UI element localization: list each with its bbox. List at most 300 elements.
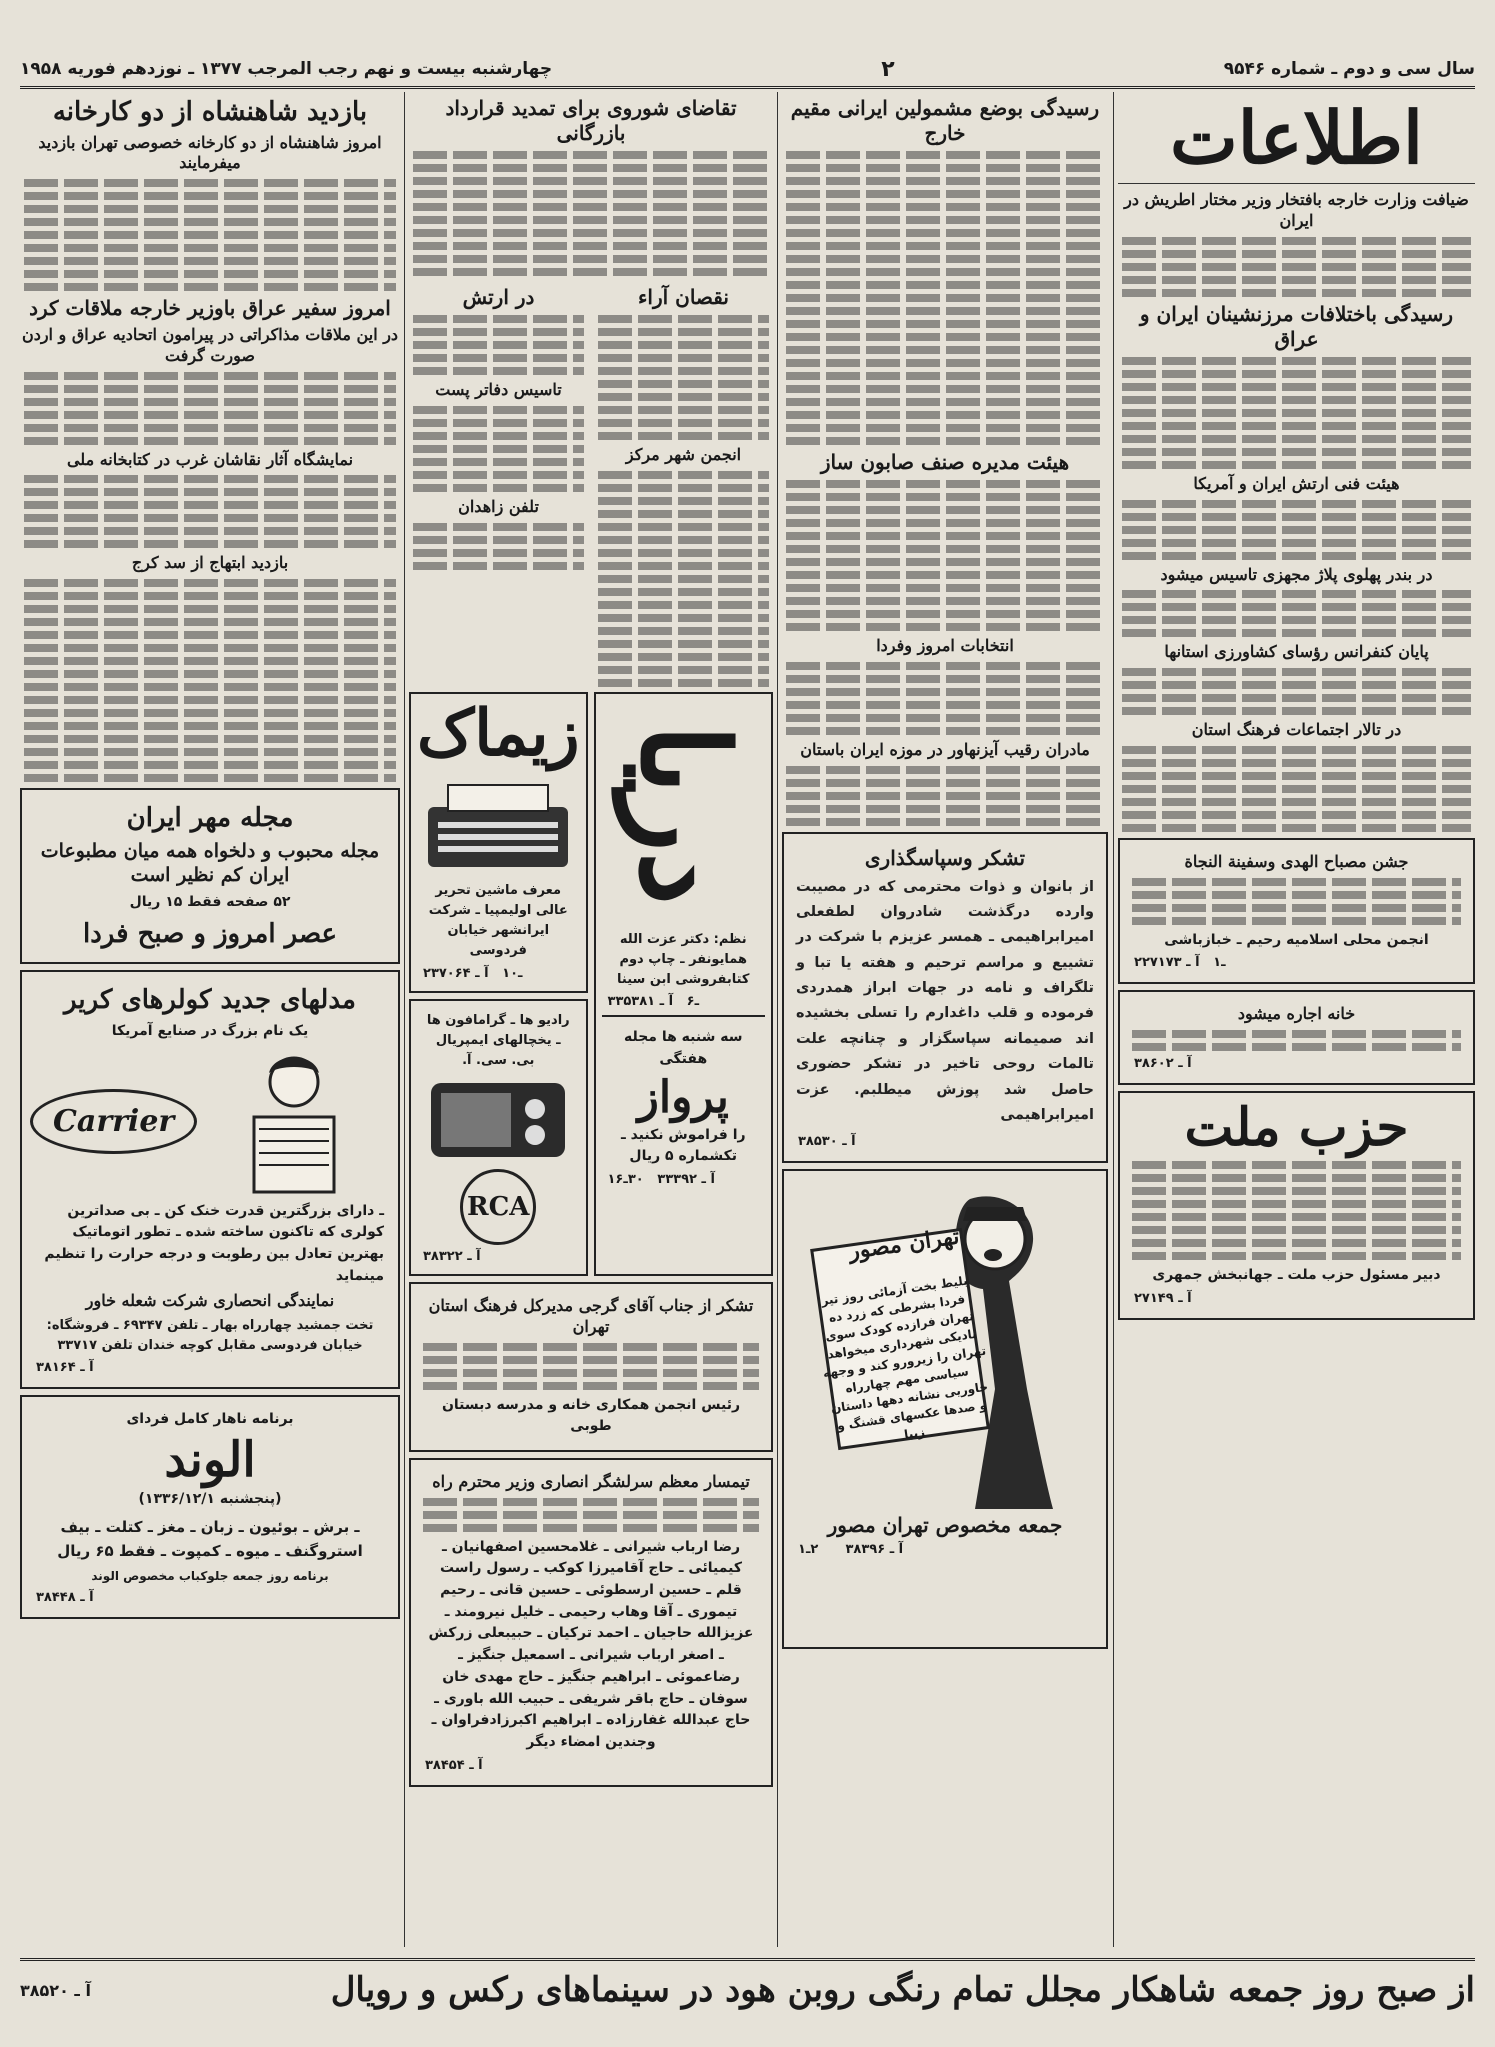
- text-line: [1122, 707, 1471, 715]
- rca-ad: [409, 999, 588, 1276]
- text-line: [1122, 668, 1471, 676]
- text-line: [24, 205, 396, 213]
- issue-number: سال سی و دوم ـ شماره ۹۵۴۶: [1223, 59, 1475, 79]
- text-line: [598, 510, 769, 518]
- text-line: [24, 709, 396, 717]
- text-line: [1132, 1187, 1461, 1195]
- text-line: [598, 614, 769, 622]
- alvand-title: الوند: [164, 1432, 256, 1489]
- text-line: [1122, 681, 1471, 689]
- text-line: [598, 562, 769, 570]
- text-line: [413, 523, 584, 531]
- text-line: [24, 670, 396, 678]
- text-line: [1132, 917, 1461, 925]
- text-line: [24, 631, 396, 639]
- text-line: [786, 281, 1104, 289]
- ad-reference: آ ـ ۲۷۱۴۹: [1134, 1290, 1192, 1306]
- text-line: [1122, 746, 1471, 754]
- text-line: [786, 372, 1104, 380]
- ad-reference: آ ـ ۳۸۱۶۴: [36, 1360, 94, 1376]
- ad-reference: آ ـ ۳۸۴۴۸: [36, 1589, 94, 1605]
- mehr-sub: مجله محبوب و دلخواه همه میان مطبوعات ایران کم نظیر است: [40, 839, 380, 887]
- text-line: [598, 471, 769, 479]
- text-line: [1122, 370, 1471, 378]
- rent-ad: [1118, 990, 1475, 1085]
- text-line: [24, 540, 396, 548]
- text-line: [786, 385, 1104, 393]
- text-line: [24, 270, 396, 278]
- text-line: [24, 411, 396, 419]
- article-heading: رسیدگی بوضع مشمولین ایرانی مقیم خارج: [790, 96, 1100, 145]
- text-line: [1122, 448, 1471, 456]
- ad-reference: ۲ـ۱۰ آ ـ ۳۷۰۶۴: [423, 965, 523, 981]
- text-line: [413, 164, 769, 172]
- rca-logo: RCA: [460, 1169, 536, 1245]
- text-line: [786, 662, 1104, 670]
- text-line: [1122, 798, 1471, 806]
- text-line: [1132, 1174, 1461, 1182]
- party-logo: حزب ملت: [1184, 1097, 1409, 1159]
- text-line: [24, 618, 396, 626]
- text-line: [786, 346, 1104, 354]
- text-line: [1122, 461, 1471, 469]
- column-center-right: [782, 92, 1108, 1947]
- notice-signature: انجمن محلی اسلامیه رحیم ـ خبازباشی: [1164, 931, 1429, 948]
- text-line: [786, 255, 1104, 263]
- tehran-mosavar-ad: [782, 1169, 1108, 1649]
- text-line: [598, 315, 769, 323]
- text-line: [413, 484, 584, 492]
- text-line: [1122, 772, 1471, 780]
- text-line: [1122, 263, 1471, 271]
- text-line: [786, 701, 1104, 709]
- ad-reference: آ ـ ۳۸۴۵۴: [425, 1757, 483, 1773]
- text-line: [24, 774, 396, 782]
- ad-block: [409, 692, 773, 1276]
- text-line: [24, 218, 396, 226]
- text-line: [598, 406, 769, 414]
- text-line: [598, 497, 769, 505]
- text-line: [786, 480, 1104, 488]
- text-line: [1132, 1043, 1461, 1051]
- mehr-detail: ۵۲ صفحه فقط ۱۵ ریال: [129, 894, 291, 911]
- text-line: [786, 545, 1104, 553]
- two-subcolumns: [409, 281, 773, 692]
- text-line: [413, 562, 584, 570]
- text-line: [1132, 1252, 1461, 1260]
- text-line: [1132, 878, 1461, 886]
- text-line: [423, 1356, 759, 1364]
- minister-notice: [409, 1458, 773, 1787]
- text-line: [413, 328, 584, 336]
- article-subheading: در این ملاقات مذاکراتی در پیرامون اتحادیه عراق و اردن صورت گرفت: [21, 325, 399, 365]
- article-heading: پایان کنفرانس رؤسای کشاورزی استانها: [1164, 642, 1429, 662]
- carrier-heading: مدلهای جدید کولرهای کریر: [64, 985, 356, 1016]
- text-line: [786, 506, 1104, 514]
- text-line: [1122, 250, 1471, 258]
- text-line: [423, 1382, 759, 1390]
- parvaz-ad: [602, 1015, 766, 1187]
- subcolumn: [409, 281, 588, 692]
- text-line: [413, 229, 769, 237]
- text-line: [598, 328, 769, 336]
- woman-with-cooler-icon: [229, 1047, 359, 1197]
- text-line: [598, 627, 769, 635]
- carrier-sub: یک نام بزرگ در صنایع آمریکا: [111, 1022, 309, 1039]
- notice-body: از بانوان و ذوات محترمی که در مصیبت وارده درگذشت شادروان لطفعلی امیرابراهیمی ـ همسر عزیزم با شرکت در تشییع و مراسم ترحیم و هفته یا تبا و تلگراف و نامه در جهات ابراز همدردی فرموده و قلب داغدارم را تسلی بخشیده اند صمیمانه سپاسگزار و چنانچه علت تالمات روحی تاخیر در تشکر حضوری حاصل شد پوزش میطلبم. عزت امیرابراهیمی: [796, 878, 1094, 1123]
- article-heading: نقصان آراء: [638, 285, 729, 309]
- text-line: [786, 424, 1104, 432]
- article-heading: انجمن شهر مرکز: [625, 445, 742, 464]
- divider: [1118, 183, 1475, 184]
- text-line: [24, 735, 396, 743]
- text-line: [1122, 552, 1471, 560]
- text-line: [24, 488, 396, 496]
- text-line: [24, 605, 396, 613]
- article-heading: ضیافت وزارت خارجه بافتخار وزیر مختار اطریش در ایران: [1124, 190, 1469, 230]
- carrier-ad: [20, 970, 400, 1389]
- text-line: [786, 151, 1104, 159]
- ad-reference: آ ـ ۳۳۳۹۲ ۳۰ـ۱۶: [607, 1172, 715, 1188]
- text-line: [1132, 904, 1461, 912]
- text-line: [1122, 811, 1471, 819]
- ad-caption: جمعه مخصوص تهران مصور: [827, 1513, 1063, 1538]
- text-line: [598, 575, 769, 583]
- parvaz-sub: را فراموش نکنید ـ تکشماره ۵ ریال: [620, 1126, 746, 1165]
- text-line: [598, 549, 769, 557]
- text-line: [423, 1498, 759, 1506]
- text-line: [24, 192, 396, 200]
- page-number: ۲: [881, 56, 895, 82]
- article-heading: تلفن زاهدان: [458, 496, 539, 516]
- text-line: [24, 696, 396, 704]
- text-line: [786, 675, 1104, 683]
- text-line: [786, 177, 1104, 185]
- text-line: [1122, 759, 1471, 767]
- text-line: [1122, 526, 1471, 534]
- text-line: [598, 523, 769, 531]
- carrier-dealer: نمایندگی انحصاری شرکت شعله خاور: [85, 1291, 335, 1311]
- text-line: [786, 242, 1104, 250]
- text-line: [24, 231, 396, 239]
- ad-heading: خانه اجاره میشود: [1237, 1004, 1356, 1024]
- text-line: [413, 151, 769, 159]
- text-line: [1122, 500, 1471, 508]
- text-line: [413, 203, 769, 211]
- text-line: [1132, 1213, 1461, 1221]
- text-line: [1132, 1239, 1461, 1247]
- article-heading: بازدید ابتهاج از سد کرج: [131, 553, 289, 573]
- column-center-left: [409, 92, 773, 1947]
- text-line: [786, 307, 1104, 315]
- text-line: [413, 354, 584, 362]
- notice-signature: رئیس انجمن همکاری خانه و مدرسه دبستان طوبی: [441, 1396, 741, 1435]
- text-line: [24, 722, 396, 730]
- text-line: [1122, 357, 1471, 365]
- alvand-ad: [20, 1395, 400, 1618]
- text-line: [413, 315, 584, 323]
- text-line: [1122, 276, 1471, 284]
- text-line: [598, 341, 769, 349]
- text-line: [413, 268, 769, 276]
- notice-box: [1118, 838, 1475, 984]
- text-line: [786, 268, 1104, 276]
- text-line: [24, 501, 396, 509]
- notice-heading: تشکر از جناب آقای گرجی مدیرکل فرهنگ استان تهران: [428, 1295, 754, 1336]
- text-line: [786, 216, 1104, 224]
- text-line: [24, 372, 396, 380]
- text-line: [413, 367, 584, 375]
- notice-heading: تیمسار معظم سرلشگر انصاری وزیر محترم راه: [432, 1471, 750, 1491]
- article-heading: رسیدگی باختلافات مرزنشینان ایران و عراق: [1139, 301, 1454, 351]
- text-line: [24, 424, 396, 432]
- mehr-iran-ad: [20, 788, 400, 964]
- text-line: [786, 359, 1104, 367]
- text-line: [598, 484, 769, 492]
- text-line: [1122, 785, 1471, 793]
- carrier-features: ـ دارای بزرگترین قدرت خنک کن ـ بی صداترین کولری که تاکنون ساخته شده ـ تطور اتوماتیک بهترین تعادل بین رطوبت و درجه حرارت را تنظیم مینماید: [44, 1202, 384, 1284]
- text-line: [1132, 1030, 1461, 1038]
- text-line: [413, 419, 584, 427]
- darya-sub: نظم: دکتر عزت الله همایونفر ـ چاپ دوم کتابفروشی ابن سینا: [617, 931, 750, 988]
- issue-date: چهارشنبه بیست و نهم رجب المرجب ۱۳۷۷ ـ نوزدهم فوریه ۱۹۵۸: [20, 59, 553, 79]
- article-heading: بازدید شاهنشاه از دو کارخانه: [52, 97, 368, 127]
- banner-text: از صبح روز جمعه شاهکار مجلل تمام رنگی روبن هود در سینماهای رکس و رویال: [330, 1970, 1475, 2010]
- mehr-tagline: عصر امروز و صبح فردا: [82, 918, 338, 949]
- text-line: [423, 1524, 759, 1532]
- text-line: [413, 255, 769, 263]
- mehr-title: مجله مهر ایران: [126, 803, 294, 834]
- text-line: [598, 536, 769, 544]
- article-heading: امروز سفیر عراق باوزیر خارجه ملاقات کرد: [29, 296, 391, 321]
- text-line: [1122, 539, 1471, 547]
- text-line: [413, 341, 584, 349]
- text-line: [598, 679, 769, 687]
- text-line: [598, 666, 769, 674]
- article-heading: در بندر پهلوی پلاژ مجهزی تاسیس میشود: [1160, 564, 1433, 584]
- text-line: [24, 592, 396, 600]
- text-line: [598, 367, 769, 375]
- zimak-logo: زیماک: [417, 695, 580, 771]
- text-line: [598, 432, 769, 440]
- column-rule: [404, 92, 405, 1947]
- text-line: [24, 748, 396, 756]
- text-line: [1122, 603, 1471, 611]
- text-line: [413, 406, 584, 414]
- ad-reference: آ ـ ۳۸۶۰۲: [1134, 1056, 1192, 1072]
- alvand-head: برنامه ناهار کامل فردای: [126, 1411, 294, 1428]
- text-line: [413, 242, 769, 250]
- zimak-ad: [409, 692, 588, 993]
- rca-text: رادیو ها ـ گرامافون ها ـ یخچالهای ایمپریال بی. سی. آ.: [426, 1012, 570, 1068]
- text-line: [24, 179, 396, 187]
- column-rule: [1113, 92, 1114, 1947]
- text-line: [413, 432, 584, 440]
- text-line: [413, 216, 769, 224]
- text-line: [1122, 513, 1471, 521]
- text-line: [1122, 237, 1471, 245]
- text-line: [1132, 1200, 1461, 1208]
- text-line: [24, 761, 396, 769]
- article-heading: در ارتش: [462, 285, 535, 309]
- ad-reference: ۲ـ۱ آ ـ ۲۷۱۷۳: [1134, 955, 1226, 971]
- ads-right: [409, 692, 588, 1276]
- banner-reference: آ ـ ۳۸۵۲۰: [20, 1980, 91, 2000]
- text-line: [786, 792, 1104, 800]
- notice-heading: جشن مصباح الهدی وسفینة النجاة: [1184, 851, 1409, 871]
- typewriter-icon: [418, 767, 578, 877]
- carrier-address: تخت جمشید چهارراه بهار ـ تلفن ۶۹۳۴۷ ـ فروشگاه: خیابان فردوسی مقابل کوچه خندان تلفن ۳۳۷۱۷: [46, 1318, 374, 1354]
- text-line: [1122, 396, 1471, 404]
- text-line: [24, 283, 396, 291]
- column-right: [1118, 92, 1475, 1947]
- text-line: [598, 640, 769, 648]
- text-line: [423, 1369, 759, 1377]
- text-line: [786, 610, 1104, 618]
- text-line: [423, 1343, 759, 1351]
- text-line: [598, 354, 769, 362]
- party-notice: [1118, 1091, 1475, 1319]
- zimak-sub: معرف ماشین تحریر عالی اولیمپیا ـ شرکت ایرانشهر خیابان فردوسی: [428, 882, 568, 959]
- magazine-text: بلیط بخت آزمائی روز تیر فردا بشرطی که زرد ده تهران فرازده کودک سوی نادیکی شهرداری میخواهد تهران را زیرورو کند و وجهه سیاسی مهم چهارراه خاوریی نشانه دهها داستان و صدها عکسهای قشنگ و زیبا: [820, 1273, 989, 1443]
- text-line: [786, 597, 1104, 605]
- text-line: [786, 584, 1104, 592]
- column-rule: [777, 92, 778, 1947]
- text-line: [1122, 422, 1471, 430]
- column-left: [20, 92, 400, 1947]
- thanks-gorji-notice: [409, 1282, 773, 1452]
- signatories-list: رضا ارباب شیرانی ـ غلامحسین اصفهانیان ـ کیمیائی ـ حاج آقامیرزا کوکب ـ رسول راست قلم ـ حسین ارسطوئی ـ حسین قانی ـ رحیم تیموری ـ آقا وهاب رحیمی ـ خلیل نیرومند ـ عزیزالله حاجیان ـ احمد ترکیان ـ حبیبعلی زرکش ـ اصغر ارباب شیرانی ـ اسمعیل جنگیز ـ رضاعموئی ـ ابراهیم جنگیز ـ حاج مهدی خان سوفان ـ حاج باقر شریفی ـ حبیب الله باوری ـ حاج عبدالله غفارزاده ـ ابراهیم اکبرزادفراوان ـ وجندین امضاء دیگر: [428, 1538, 754, 1750]
- text-line: [786, 190, 1104, 198]
- article-heading: هیئت مدیره صنف صابون ساز: [820, 450, 1070, 474]
- text-line: [1122, 824, 1471, 832]
- text-line: [786, 519, 1104, 527]
- text-line: [786, 766, 1104, 774]
- text-line: [413, 549, 584, 557]
- alvand-date: (پنجشنبه ۱۳۳۶/۱۲/۱): [138, 1491, 282, 1508]
- alvand-menu: ـ برش ـ بوئیون ـ زبان ـ مغز ـ کتلت ـ بیف استروگنف ـ میوه ـ کمپوت ـ فقط ۶۵ ریال: [57, 1518, 363, 1561]
- text-line: [598, 419, 769, 427]
- text-line: [24, 437, 396, 445]
- article-heading: تقاضای شوروی برای تمدید قرارداد بازرگانی: [445, 96, 737, 145]
- text-line: [786, 558, 1104, 566]
- text-line: [598, 588, 769, 596]
- text-line: [786, 437, 1104, 445]
- text-line: [598, 653, 769, 661]
- text-line: [24, 683, 396, 691]
- darya-title: دریا: [613, 724, 755, 906]
- text-line: [24, 514, 396, 522]
- bottom-banner: [20, 1958, 1475, 2019]
- text-line: [413, 190, 769, 198]
- magazine-logo: تهران مصور: [847, 1223, 961, 1265]
- text-line: [786, 411, 1104, 419]
- text-line: [786, 398, 1104, 406]
- ad-reference: آ ـ ۳۸۵۳۰: [798, 1134, 856, 1150]
- masthead: اطلاعات: [1170, 95, 1423, 180]
- parvaz-title: پرواز: [637, 1071, 729, 1123]
- text-line: [24, 385, 396, 393]
- text-line: [786, 493, 1104, 501]
- text-line: [786, 164, 1104, 172]
- article-heading: تاسیس دفاتر پست: [435, 380, 562, 399]
- text-line: [1122, 629, 1471, 637]
- text-line: [786, 714, 1104, 722]
- text-line: [786, 333, 1104, 341]
- darya-ad: [594, 692, 774, 1276]
- article-heading: هیئت فنی ارتش ایران و آمریکا: [1193, 473, 1400, 493]
- text-line: [1122, 409, 1471, 417]
- text-line: [413, 536, 584, 544]
- text-line: [786, 779, 1104, 787]
- text-line: [1122, 289, 1471, 297]
- text-line: [24, 257, 396, 265]
- text-line: [24, 244, 396, 252]
- party-signature: دبیر مسئول حزب ملت ـ جهانبخش جمهری: [1152, 1266, 1441, 1283]
- thanks-notice: [782, 832, 1108, 1164]
- text-line: [786, 805, 1104, 813]
- text-line: [24, 579, 396, 587]
- top-bar: [20, 52, 1475, 89]
- text-line: [786, 623, 1104, 631]
- radio-icon: [423, 1075, 573, 1165]
- text-line: [413, 458, 584, 466]
- carrier-visual: [30, 1047, 390, 1197]
- alvand-footer: برنامه روز جمعه جلوکباب مخصوص الوند: [91, 1569, 329, 1584]
- text-line: [24, 644, 396, 652]
- article-heading: در تالار اجتماعات فرهنگ استان: [1191, 720, 1402, 740]
- carrier-logo: Carrier: [30, 1089, 197, 1154]
- article-heading: نمایشگاه آثار نقاشان غرب در کتابخانه ملی: [66, 449, 354, 469]
- text-line: [1122, 383, 1471, 391]
- notice-heading: تشکر وسپاسگذاری: [864, 845, 1026, 870]
- subcolumn: [594, 281, 773, 692]
- text-line: [1132, 1161, 1461, 1169]
- text-line: [786, 818, 1104, 826]
- text-line: [413, 445, 584, 453]
- article-subheading: امروز شاهنشاه از دو کارخانه خصوصی تهران بازدید میفرمایند: [38, 132, 382, 173]
- text-line: [598, 601, 769, 609]
- text-line: [786, 320, 1104, 328]
- text-line: [24, 475, 396, 483]
- ad-reference: آ ـ ۳۸۳۹۶ ۲ـ۱: [798, 1542, 904, 1558]
- text-line: [786, 294, 1104, 302]
- text-line: [423, 1511, 759, 1519]
- text-line: [598, 393, 769, 401]
- text-line: [413, 471, 584, 479]
- text-line: [1132, 1226, 1461, 1234]
- text-line: [24, 657, 396, 665]
- text-line: [786, 229, 1104, 237]
- text-line: [786, 532, 1104, 540]
- article-heading: مادران رقیب آیزنهاور در موزه ایران باستان: [800, 739, 1090, 759]
- text-line: [1122, 435, 1471, 443]
- text-line: [598, 380, 769, 388]
- text-line: [786, 203, 1104, 211]
- ad-reference: ۳ـ۶ آ ـ ۳۵۳۸۱: [607, 994, 700, 1010]
- ad-reference: آ ـ ۳۸۳۲۲: [423, 1248, 481, 1264]
- text-line: [24, 398, 396, 406]
- article-heading: انتخابات امروز وفردا: [876, 636, 1014, 655]
- text-line: [24, 527, 396, 535]
- text-line: [1132, 891, 1461, 899]
- text-line: [1122, 616, 1471, 624]
- parvaz-head: سه شنبه ها مجله هفتگی: [624, 1029, 743, 1067]
- text-line: [1122, 590, 1471, 598]
- text-line: [786, 571, 1104, 579]
- text-line: [413, 177, 769, 185]
- text-line: [786, 688, 1104, 696]
